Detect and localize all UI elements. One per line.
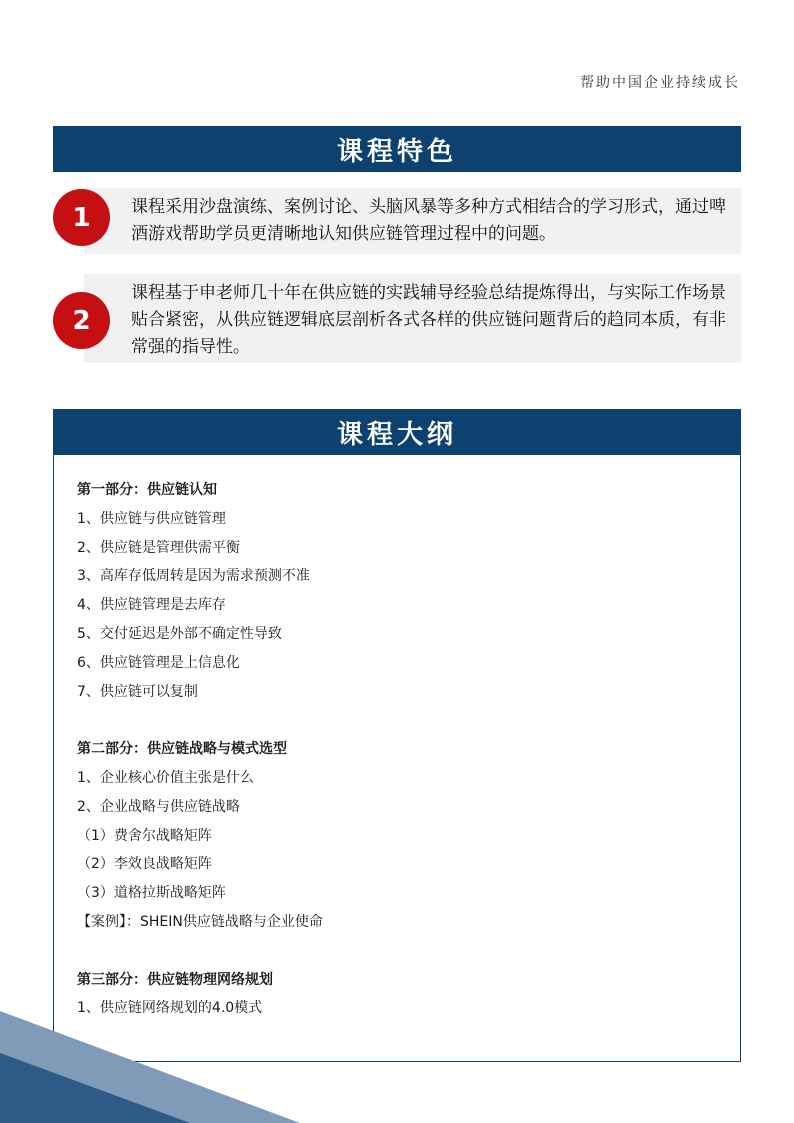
outline-item: 2、供应链是管理供需平衡 xyxy=(77,539,240,556)
outline-part-heading: 第三部分：供应链物理网络规划 xyxy=(77,971,273,988)
outline-part-heading: 第二部分：供应链战略与模式选型 xyxy=(77,741,287,758)
outline-item: （3）道格拉斯战略矩阵 xyxy=(77,885,226,902)
outline-spacer xyxy=(77,706,717,735)
outline-item: 【案例】：SHEIN供应链战略与企业使命 xyxy=(77,913,323,930)
feature-item-text: 课程采用沙盘演练、案例讨论、头脑风暴等多种方式相结合的学习形式，通过啤酒游戏帮助学员更清晰地认知供应链管理过程中的问题。 xyxy=(131,197,726,244)
outline-list xyxy=(77,476,717,1023)
feature-item-2 xyxy=(84,274,741,363)
features-section-title: 课程特色 xyxy=(53,126,741,172)
outline-item: 7、供应链可以复制 xyxy=(77,683,198,700)
outline-item: 4、供应链管理是去库存 xyxy=(77,597,226,614)
feature-item-1 xyxy=(84,188,741,254)
outline-item: 3、高库存低周转是因为需求预测不准 xyxy=(77,568,310,585)
corner-decoration xyxy=(0,1011,300,1123)
tagline: 帮助中国企业持续成长 xyxy=(580,75,740,91)
outline-item: 1、企业核心价值主张是什么 xyxy=(77,769,254,786)
feature-number-badge-2: 2 xyxy=(53,292,110,349)
outline-item: 5、交付延迟是外部不确定性导致 xyxy=(77,625,282,642)
feature-number-badge-1: 1 xyxy=(53,189,110,246)
feature-item-text: 课程基于申老师几十年在供应链的实践辅导经验总结提炼得出，与实际工作场景贴合紧密，从供应链逻辑底层剖析各式各样的供应链问题背后的趋同本质，有非常强的指导性。 xyxy=(131,283,726,357)
outline-part-heading: 第一部分：供应链认知 xyxy=(77,482,217,498)
outline-spacer xyxy=(77,937,717,966)
outline-item: 2、企业战略与供应链战略 xyxy=(77,798,240,815)
outline-item: 6、供应链管理是上信息化 xyxy=(77,654,240,671)
outline-item: 1、供应链网络规划的4.0模式 xyxy=(77,1000,263,1017)
outline-item: 1、供应链与供应链管理 xyxy=(77,510,226,527)
outline-item: （2）李效良战略矩阵 xyxy=(77,856,212,873)
outline-item: （1）费舍尔战略矩阵 xyxy=(77,827,212,844)
outline-section-title: 课程大纲 xyxy=(53,409,741,455)
